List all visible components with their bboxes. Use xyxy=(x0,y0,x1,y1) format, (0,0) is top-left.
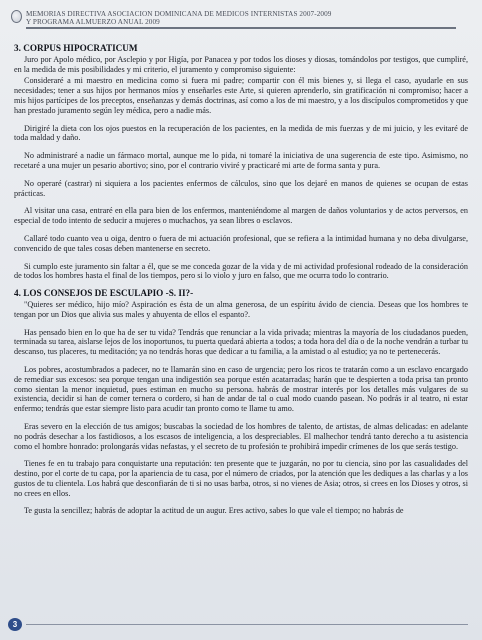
section-4-paragraph-4: Eras severo en la elección de tus amigos; buscabas la sociedad de los hombres de talento, de artistas, de almas delicadas: en adelante no podrás desechar a los fastidiosos, a los escasos de inteligencia, a los despreciables. El malhechor tendrá tanto derecho a tu asistencia como el hombre honrado: prolongarás vidas nefastas, y el secreto de tu profesión te prohibirá impedir crímenes de los que serás testigo. xyxy=(14,421,468,451)
section-3-title: 3. CORPUS HIPOCRATICUM xyxy=(14,43,138,53)
page-header xyxy=(26,10,466,26)
section-3-paragraph-8: Si cumplo este juramento sin faltar a él, que se me conceda gozar de la vida y de mi actividad profesional rodeado de la consideración de todos los hombres hasta el final de los tiempos, pero si lo violo y juro en falso, que me ocurra todo lo contrario. xyxy=(14,261,468,281)
section-3-paragraph-5: No operaré (castrar) ni siquiera a los pacientes enfermos de cálculos, sino que los dejaré en manos de quienes se ocupan de estas prácticas. xyxy=(14,178,468,198)
section-4-title: 4. LOS CONSEJOS DE ESCULAPIO -S. II?- xyxy=(14,288,194,299)
section-4-paragraph-6: Te gusta la sencillez; habrás de adoptar la actitud de un augur. Eres activo, sabes lo que vale el tiempo; no habrás de xyxy=(24,506,404,516)
section-3-paragraph-4: No administraré a nadie un fármaco mortal, aunque me lo pida, ni tomaré la iniciativa de una sugerencia de este tipo. Asimismo, no recetaré a una mujer un pesario abortivo; sino, por el contrario viviré y practicaré mi arte de forma santa y pura. xyxy=(14,151,468,170)
section-3-paragraph-3: Dirigiré la dieta con los ojos puestos en la recuperación de los pacientes, en la medida de mis fuerzas y de mi juicio, y les evitaré de toda maldad y daño. xyxy=(14,123,468,143)
section-3 xyxy=(14,44,468,281)
footer-divider xyxy=(26,624,468,625)
section-3-paragraph-7: Callaré todo cuanto vea u oiga, dentro o fuera de mi actuación profesional, que se refiera a la intimidad humana y no deba divulgarse, convencido de que tales cosas deben mantenerse en secreto. xyxy=(14,233,468,253)
section-4 xyxy=(14,289,468,516)
section-3-paragraph-2: Consideraré a mi maestro en medicina como si fuera mi padre; compartir con él mis bienes y, si llega el caso, ayudarle en sus necesidades; tener a sus hijos por hermanos míos y enseñarles este Arte, si quieren aprenderlo, sin gratificación ni compromiso; hacer a mis hijos partícipes de los preceptos, enseñanzas y demás doctrinas, así como a los de mi maestro, y a los discípulos comprometidos y que han prestado juramento según ley médica, pero a nadie más. xyxy=(14,76,468,115)
section-4-paragraph-2: Has pensado bien en lo que ha de ser tu vida? Tendrás que renunciar a la vida privada; mientras la mayoría de los ciudadanos pueden, terminada su tarea, aislarse lejos de los inoportunos, tu puerta quedará abierta a todos; a toda hora del día o de la noche vendrán a turbar tu descanso, tus placeres, tu meditación; ya no tendrás horas que dedicar a tu familia, a la amistad o al estudio; ya no te pertenecerás. xyxy=(14,327,468,357)
section-3-paragraph-6: Al visitar una casa, entraré en ella para bien de los enfermos, manteniéndome al margen de daños voluntarios y de actos perversos, en especial de todo intento de seducir a mujeres o muchachos, ya sean libres o esclavos. xyxy=(14,206,468,226)
section-4-paragraph-3: Los pobres, acostumbrados a padecer, no te llamarán sino en caso de urgencia; pero los ricos te tratarán como a un esclavo encargado de remediar sus excesos: sea porque tengan una indigestión sea porque estén acatarradas; harán que te despierten a toda prisa tan pronto como sientan la menor inquietud, pues estiman en mucho su persona. habrás de mostrar interés por los detalles más vulgares de su existencia, decidir si han de comer ternera o cordero, si han de andar de tal o cual modo cuando pasean. No podrás ir al teatro, ni estar enfermo; tendrás que estar siempre listo para acudir tan pronto como te llame tu amo. xyxy=(14,364,468,414)
section-3-paragraph-1: Juro por Apolo médico, por Asclepio y por Higía, por Panacea y por todos los dioses y diosas, tomándolos por testigos, que cumpliré, en la medida de mis posibilidades y mi criterio, el juramento y compromiso siguiente: xyxy=(14,54,468,74)
header-line-1: MEMORIAS DIRECTIVA ASOCIACION DOMINICANA DE MEDICOS INTERNISTAS 2007-2009 xyxy=(26,10,332,18)
section-4-paragraph-5: Tienes fe en tu trabajo para conquistarte una reputación: ten presente que te juzgarán, no por tu ciencia, sino por las casualidades del destino, por el corte de tu capa, por la apariencia de tu casa, por el número de criados, por la atención que les dediques a las charlas y a los gustos de tu clientela. Los habrá que desconfiarán de ti si no usas barba, otros, si no vienes de Asia; otros, si crees en los Dioses y otros, si no crees en ellos. xyxy=(14,459,468,498)
header-line-2: Y PROGRAMA ALMUERZO ANUAL 2009 xyxy=(26,18,160,26)
page-content xyxy=(14,44,468,524)
association-logo-icon xyxy=(11,10,22,23)
section-4-paragraph-1: "Quieres ser médico, hijo mío? Aspiración es ésta de un alma generosa, de un espíritu ávido de ciencia. Deseas que los hombres te tengan por un Dios que alivia sus males y ahuyenta de ellos el espanto?. xyxy=(14,299,468,319)
page-number-badge: 3 xyxy=(8,618,22,631)
header-divider xyxy=(26,27,456,29)
